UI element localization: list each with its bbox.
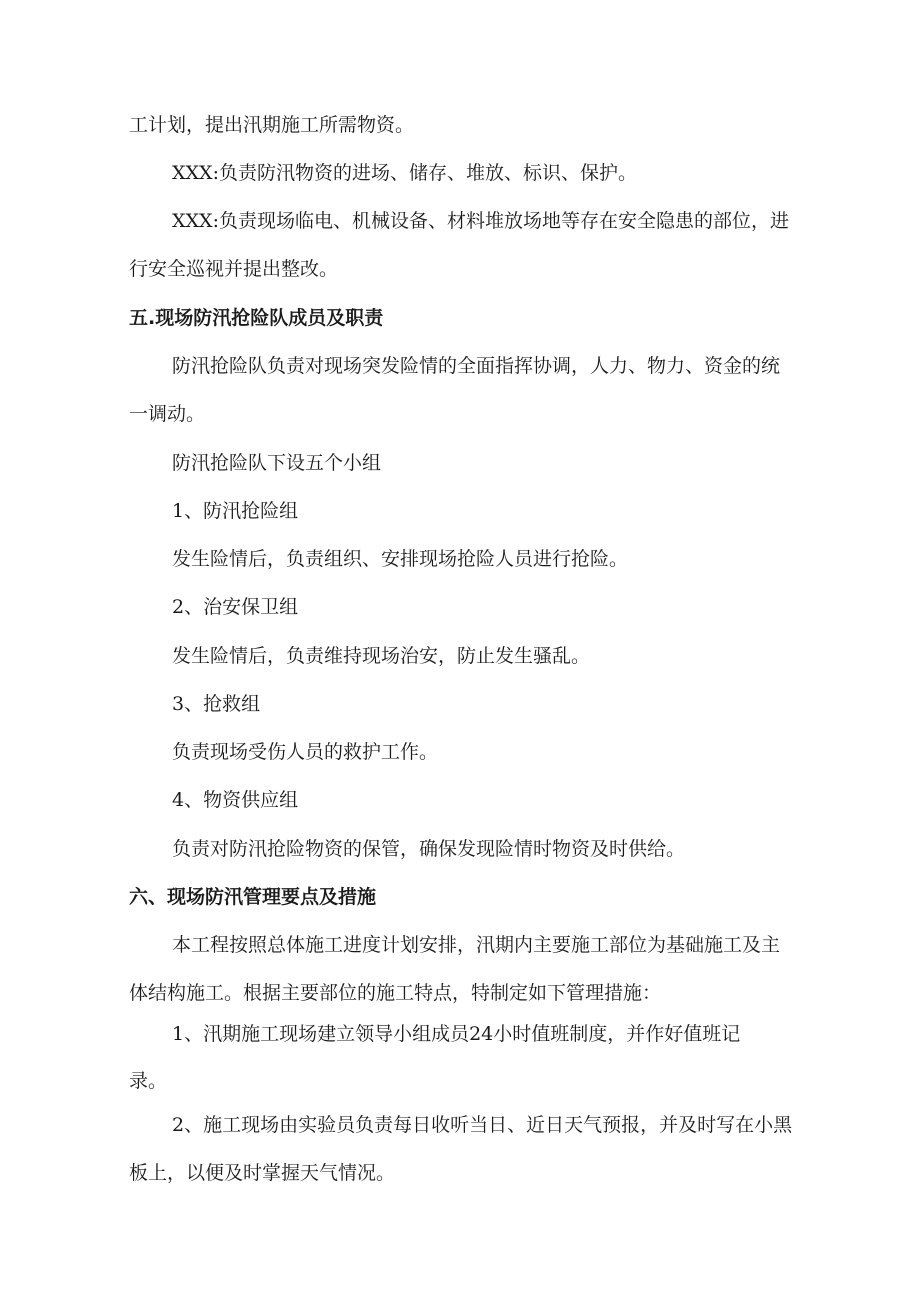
paragraph-line: XXX:负责现场临电、机械设备、材料堆放场地等存在安全隐患的部位，进 — [172, 210, 789, 232]
paragraph-line: 防汛抢险队负责对现场突发险情的全面指挥协调，人力、物力、资金的统 — [172, 355, 781, 377]
paragraph-line: 工计划，提出汛期施工所需物资。 — [129, 114, 415, 136]
paragraph-line: 负责对防汛抢险物资的保管，确保发现险情时物资及时供给。 — [172, 838, 686, 860]
paragraph-line: 负责现场受伤人员的救护工作。 — [172, 741, 439, 763]
paragraph-line: 防汛抢险队下设五个小组 — [172, 452, 382, 474]
section-heading: 五.现场防汛抢险队成员及职责 — [129, 307, 384, 329]
paragraph-line: XXX:负责防汛物资的进场、储存、堆放、标识、保护。 — [172, 162, 637, 184]
paragraph-line: 本工程按照总体施工进度计划安排，汛期内主要施工部位为基础施工及主 — [172, 934, 781, 956]
paragraph-line: 发生险情后，负责组织、安排现场抢险人员进行抢险。 — [172, 548, 629, 570]
section-heading: 六、现场防汛管理要点及措施 — [129, 886, 377, 908]
paragraph-line: 板上，以便及时掌握天气情况。 — [129, 1162, 396, 1184]
list-item: 3、抢救组 — [172, 693, 261, 715]
list-item: 1、防汛抢险组 — [172, 500, 299, 522]
paragraph-line: 2、施工现场由实验员负责每日收听当日、近日天气预报，并及时写在小黑 — [172, 1114, 793, 1136]
paragraph-line: 1、汛期施工现场建立领导小组成员24小时值班制度，并作好值班记 — [172, 1023, 741, 1045]
paragraph-line: 行安全巡视并提出整改。 — [129, 258, 339, 280]
paragraph-line: 体结构施工。根据主要部位的施工特点，特制定如下管理措施： — [129, 982, 662, 1004]
list-item: 2、治安保卫组 — [172, 596, 299, 618]
paragraph-line: 发生险情后，负责维持现场治安，防止发生骚乱。 — [172, 645, 591, 667]
paragraph-line: 录。 — [129, 1070, 168, 1092]
list-item: 4、物资供应组 — [172, 789, 299, 811]
paragraph-line: 一调动。 — [129, 403, 206, 425]
